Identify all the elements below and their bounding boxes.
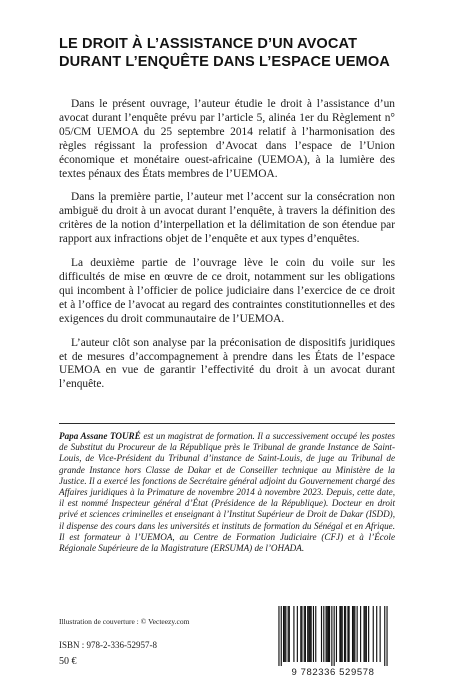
barcode-bar [380,606,381,662]
barcode-bar [289,606,290,662]
barcode-bars [272,604,394,666]
barcode-bar [345,606,346,662]
barcode-bar [368,606,369,662]
barcode-bar [297,606,298,662]
barcode-bar [313,606,314,662]
barcode-digits: 9 782336 529578 [291,667,375,678]
barcode-bar [307,606,308,662]
divider [59,423,395,424]
isbn: ISBN : 978-2-336-52957-8 [59,640,157,650]
barcode-bar [311,606,312,662]
book-title-line-1: LE DROIT À L’ASSISTANCE D’UN AVOCAT [59,36,358,52]
barcode-bar [347,606,348,662]
price: 50 € [59,656,77,667]
barcode-bar [384,606,385,666]
barcode-bar [288,606,289,662]
barcode-bar [326,606,327,662]
barcode-bar [386,606,387,666]
barcode-bar [339,606,340,662]
barcode-bar [365,606,366,662]
barcode-bar [284,606,285,662]
barcode-bar [352,606,353,662]
barcode-bar [308,606,309,662]
illustration-credit: Illustration de couverture : © Vecteezy.com [59,617,190,626]
barcode-bar [281,606,282,666]
barcode-bar [336,606,337,662]
barcode-bar [327,606,328,662]
barcode-bar [331,606,332,666]
barcode-bar [360,606,361,662]
summary-paragraph-2: Dans la première partie, l’auteur met l’accent sur la consécration non ambiguë du droit à un avocat durant l’enquête, à travers la définition des critères de la notion d’interpellation et la délimitation de son étendue par rapport aux infractions objet de l’enquête et aux types d’enquêtes. [59,191,395,246]
barcode-bar [357,606,358,662]
summary-paragraph-3: La deuxième partie de l’ouvrage lève le coin du voile sur les difficultés de mise en œuvre de ce droit, notamment sur les obligations qui incombent à l’officier de police judiciaire dans l’exercice de ce droit et à l’office de l’avocat au regard des contraintes constitutionnelles et des exigences du droit communautaire de l’UEMOA. [59,257,395,325]
book-title [59,35,399,71]
barcode-bar [321,606,322,662]
author-bio [59,431,395,554]
barcode-bar [353,606,354,662]
author-name: Papa Assane TOURÉ [59,431,141,441]
barcode-bar [344,606,345,662]
barcode-bar [354,606,355,662]
barcode-bar [340,606,341,662]
barcode-bar [305,606,306,662]
barcode-bar [285,606,286,662]
barcode-bar [278,606,279,666]
barcode-bar [363,606,364,662]
book-title-line-2: DURANT L’ENQUÊTE DANS L’ESPACE UEMOA [59,54,390,70]
barcode-bar [328,606,329,662]
barcode [272,604,394,682]
summary-paragraph-1: Dans le présent ouvrage, l’auteur étudie le droit à l’assistance d’un avocat durant l’enquête prévu par l’article 5, alinéa 1er du Règlement n° 05/CM UEMOA du 25 septembre 2014 relatif à l’harmonisation des règles régissant la profession d’Avocat dans l’espace de l’Union économique et monétaire ouest-africaine (UEMOA), à la lumière des textes pénaux des États membres de l’UEMOA. [59,98,395,180]
author-bio-text: est un magistrat de formation. Il a successivement occupé les postes de Substitut du Procureur de la République près le Tribunal de grande Instance de Saint-Louis, de Vice-Président du Tribunal d’instance de Saint-Louis, de juge au Tribunal de grande Instance hors Classe de Dakar et de Conseiller technique au Ministère de la Justice. Il a exercé les fonctions de Secrétaire général adjoint du Gouvernement chargé des Affaires juridiques à la Primature de novembre 2014 à novembre 2023. Depuis, cette date, il est nommé Inspecteur général d’État (Présidence de la République). Docteur en droit privé et sciences criminelles et enseignant à l’Institut Supérieur de Droit de Dakar (ISDD), il dispense des cours dans les universités et instituts de formation du Sénégal et en Afrique. Il est formateur à l’UEMOA, au Centre de Formation Judiciaire (CFJ) et à l’École Régionale Supérieure de la Magistrature (ERSUMA) de l’OHADA. [59,431,395,554]
barcode-bar [283,606,284,662]
barcode-bar [315,606,316,662]
barcode-bar [300,606,301,662]
barcode-bar [349,606,350,662]
barcode-bar [376,606,377,662]
barcode-bar [329,606,330,662]
barcode-bar [334,606,335,666]
barcode-bar [309,606,310,662]
barcode-bar [301,606,302,662]
summary-paragraph-4: L’auteur clôt son analyse par la préconisation de dispositifs juridiques et de mesures d’accompagnement à prendre dans les États de l’espace UEMOA en vue de garantir l’effectivité du droit à un avocat durant l’enquête. [59,336,395,391]
barcode-bar [304,606,305,662]
barcode-bar [323,606,324,662]
barcode-bar [373,606,374,662]
summary-text [59,98,395,402]
barcode-bar [293,606,294,662]
barcode-bar [366,606,367,662]
barcode-bar [342,606,343,662]
